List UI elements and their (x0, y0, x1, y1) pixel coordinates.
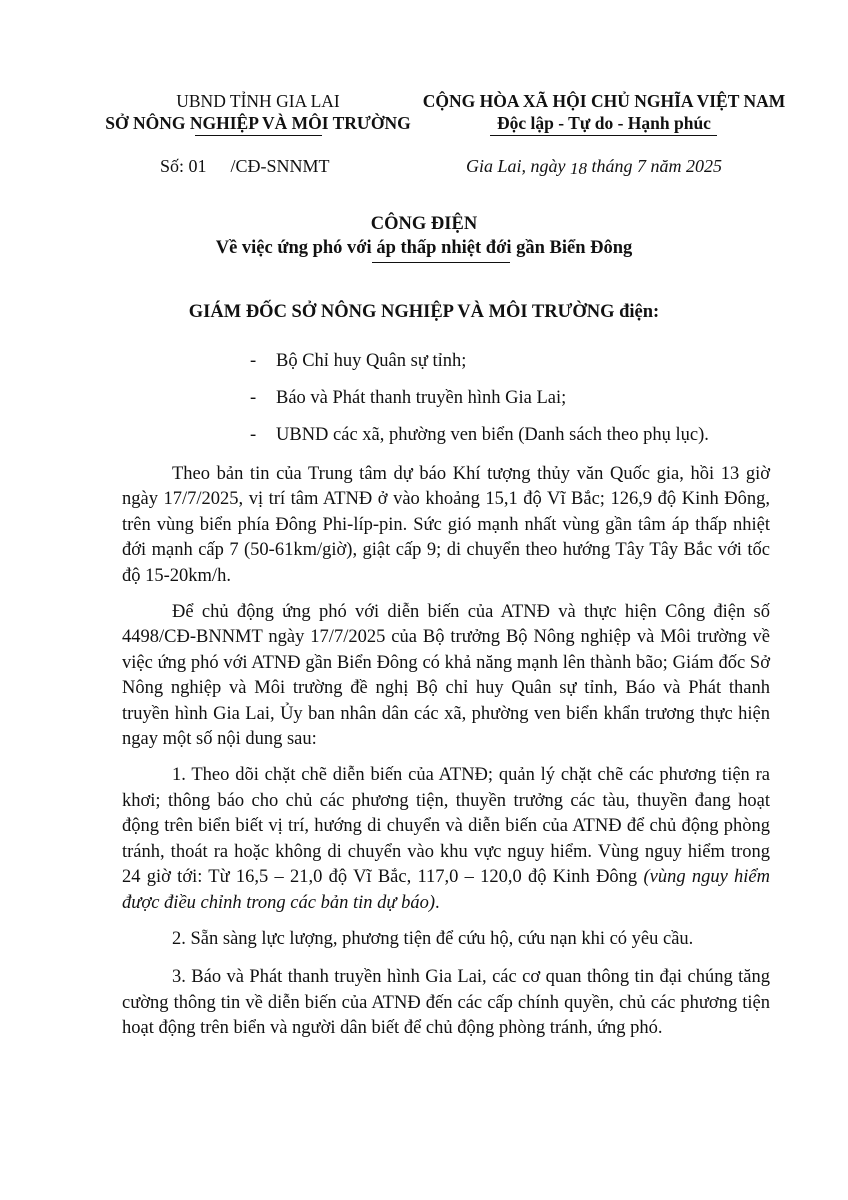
agency-parent: UBND TỈNH GIA LAI (176, 91, 340, 111)
national-motto (418, 90, 790, 134)
date-suffix: tháng 7 năm 2025 (591, 156, 723, 176)
document-type: CÔNG ĐIỆN (370, 214, 478, 234)
paragraph-item-1: 1. Theo dõi chặt chẽ diễn biến của ATNĐ; quản lý chặt chẽ các phương tiện ra khơi; thông báo cho chủ các phương tiện, thuyền trưởng các tàu, thuyền đang hoạt động trên biển biết vị trí, hướng di chuyển và diễn biến của ATNĐ để chủ động phòng tránh, thoát ra hoặc không di chuyển vào khu vực nguy hiểm. Vùng nguy hiểm trong 24 giờ tới: Từ 16,5 – 21,0 độ Vĩ Bắc, 117,0 – 120,0 độ Kinh Đông (vùng nguy hiểm được điều chỉnh trong các bản tin dự báo). (122, 765, 771, 913)
recipient-item: - Bộ Chỉ huy Quân sự tỉnh; (250, 351, 467, 371)
date-prefix: Gia Lai, ngày (466, 156, 566, 176)
recipient-item: - Báo và Phát thanh truyền hình Gia Lai; (250, 388, 567, 408)
paragraph-item-3: 3. Báo và Phát thanh truyền hình Gia Lai, các cơ quan thông tin đại chúng tăng cường thông tin về diễn biến của ATNĐ đến các cấp chính quyền, chủ các phương tiện hoạt động trên biển và người dân biết để chủ động phòng tránh, ứng phó. (122, 967, 770, 1039)
document-body (122, 462, 770, 1053)
issuing-agency (98, 90, 418, 134)
subject-underline (372, 262, 510, 263)
date-day: 18 (570, 159, 588, 178)
agency-name: SỞ NÔNG NGHIỆP VÀ MÔI TRƯỜNG (105, 113, 411, 133)
motto-underline (490, 135, 717, 136)
sender-line: GIÁM ĐỐC SỞ NÔNG NGHIỆP VÀ MÔI TRƯỜNG điện: (188, 302, 660, 322)
paragraph-directive: Để chủ động ứng phó với diễn biến của ATNĐ và thực hiện Công điện số 4498/CĐ-BNNMT ngày 17/7/2025 của Bộ trưởng Bộ Nông nghiệp và Môi trường về việc ứng phó với ATNĐ gần Biển Đông có khả năng mạnh lên thành bão; Giám đốc Sở Nông nghiệp và Môi trường đề nghị Bộ chỉ huy Quân sự tỉnh, Báo và Phát thanh truyền hình Gia Lai, Ủy ban nhân dân các xã, phường ven biển khẩn trương thực hiện ngay một số nội dung sau: (122, 602, 770, 750)
paragraph-item-2: 2. Sẵn sàng lực lượng, phương tiện để cứu hộ, cứu nạn khi có yêu cầu. (172, 928, 694, 949)
document-date (466, 156, 722, 177)
paragraph-forecast: Theo bản tin của Trung tâm dự báo Khí tượng thủy văn Quốc gia, hồi 13 giờ ngày 17/7/2025, vị trí tâm ATNĐ ở vào khoảng 15,1 độ Vĩ Bắc; 126,9 độ Kinh Đông, trên vùng biển phía Đông Phi-líp-pin. Sức gió mạnh nhất vùng gần tâm áp thấp nhiệt đới mạnh cấp 7 (50-61km/giờ), giật cấp 9; di chuyển theo hướng Tây Tây Bắc với tốc độ 15-20km/h. (122, 464, 770, 586)
recipient-list (250, 350, 709, 461)
country-name: CỘNG HÒA XÃ HỘI CHỦ NGHĨA VIỆT NAM (422, 91, 786, 111)
agency-underline (195, 135, 322, 136)
motto: Độc lập - Tự do - Hạnh phúc (497, 113, 711, 133)
document-number (160, 156, 330, 177)
number-value: 01 (188, 156, 207, 176)
document-subject: Về việc ứng phó với áp thấp nhiệt đới gần Biển Đông (215, 238, 633, 258)
italic-note: (vùng nguy hiểm được điều chỉnh trong các bản tin dự báo) (122, 867, 771, 913)
recipient-item: - UBND các xã, phường ven biển (Danh sách theo phụ lục). (250, 425, 709, 445)
number-label: Số: (160, 156, 185, 176)
number-code: /CĐ-SNNMT (230, 156, 330, 176)
